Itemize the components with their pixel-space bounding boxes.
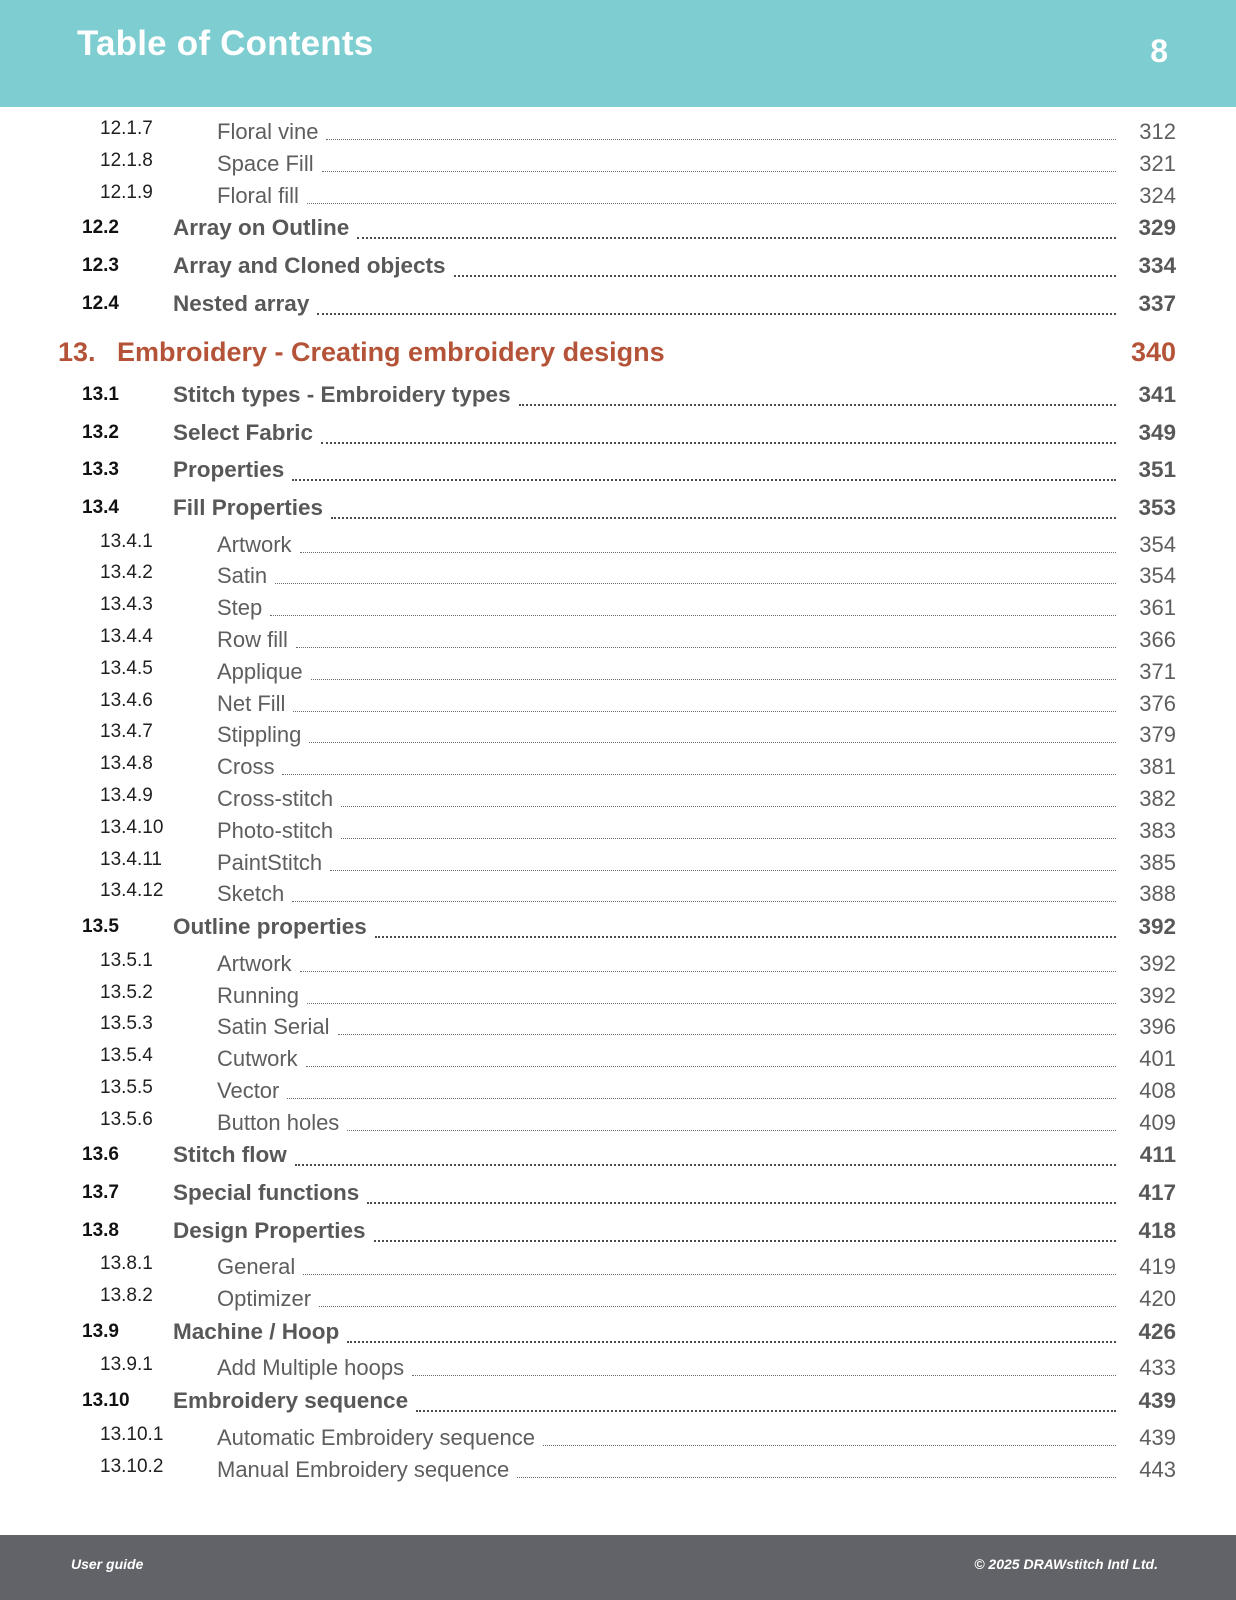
toc-entry[interactable] [0, 878, 1236, 910]
toc-entry-title: Array on Outline [173, 215, 350, 241]
toc-entry-number: 13.9 [82, 1320, 119, 1342]
toc-entry-page: 341 [1138, 382, 1176, 408]
toc-dot-leader [307, 203, 1116, 204]
toc-dot-leader [275, 583, 1116, 584]
toc-entry-page: 324 [1139, 182, 1176, 208]
toc-dot-leader [321, 442, 1116, 444]
toc-entry-number: 13.4.10 [100, 816, 164, 838]
toc-entry-number: 13.6 [82, 1144, 119, 1166]
toc-entry-page: 392 [1138, 914, 1176, 940]
toc-entry-number: 13.10.2 [100, 1455, 164, 1477]
toc-entry-number: 13.3 [82, 459, 119, 481]
toc-entry[interactable] [0, 1214, 1236, 1252]
toc-dot-leader [322, 171, 1116, 172]
toc-dot-leader [287, 1098, 1116, 1099]
toc-dot-leader [341, 838, 1116, 839]
toc-entry-title: Row fill [217, 626, 288, 652]
toc-entry-number: 12.3 [82, 254, 119, 276]
toc-dot-leader [543, 1445, 1116, 1446]
toc-entry-page: 340 [1130, 337, 1176, 368]
toc-entry[interactable] [0, 1454, 1236, 1486]
toc-entry-number: 13.10.1 [100, 1423, 164, 1445]
toc-entry[interactable] [0, 1283, 1236, 1315]
toc-entry[interactable] [0, 249, 1236, 287]
toc-entry-number: 12.4 [82, 292, 119, 314]
toc-entry[interactable] [0, 1075, 1236, 1107]
toc-entry-title: Array and Cloned objects [173, 252, 446, 278]
toc-entry-title: Machine / Hoop [173, 1318, 340, 1344]
toc-entry[interactable] [0, 1011, 1236, 1043]
toc-dot-leader [374, 1240, 1116, 1242]
toc-dot-leader [319, 1306, 1116, 1307]
toc-entry-page: 334 [1138, 252, 1176, 278]
toc-entry-number: 13. [58, 337, 96, 368]
toc-entry-number: 13.4.5 [100, 657, 153, 679]
toc-entry-page: 366 [1139, 626, 1176, 652]
toc-entry-title: Artwork [217, 950, 292, 976]
toc-entry-number: 13.4.7 [100, 721, 153, 743]
toc-entry-page: 385 [1139, 849, 1176, 875]
toc-entry-page: 361 [1139, 595, 1176, 621]
toc-dot-leader [303, 1274, 1116, 1275]
toc-entry-title: Stitch flow [173, 1142, 287, 1168]
toc-entry-title: Embroidery sequence [173, 1388, 409, 1414]
toc-entry[interactable] [0, 1251, 1236, 1283]
toc-entry-page: 409 [1139, 1109, 1176, 1135]
toc-dot-leader [309, 742, 1116, 743]
toc-dot-leader [311, 679, 1116, 680]
toc-entry-number: 13.8 [82, 1219, 119, 1241]
toc-entry-title: Space Fill [217, 150, 314, 176]
toc-dot-leader [295, 1164, 1116, 1166]
toc-entry[interactable] [0, 948, 1236, 980]
toc-dot-leader [300, 971, 1116, 972]
toc-entry-page: 329 [1138, 215, 1176, 241]
toc-entry-title: Embroidery - Creating embroidery designs [117, 337, 665, 368]
toc-entry-number: 13.4.6 [100, 689, 153, 711]
toc-entry[interactable] [0, 1422, 1236, 1454]
toc-entry-number: 13.4 [82, 496, 119, 518]
toc-entry-title: Fill Properties [173, 494, 324, 520]
toc-entry[interactable] [0, 491, 1236, 529]
toc-entry-number: 13.5.4 [100, 1045, 153, 1067]
toc-entry-number: 13.5.5 [100, 1076, 153, 1098]
toc-entry-page: 439 [1139, 1424, 1176, 1450]
toc-dot-leader [270, 615, 1116, 616]
toc-dot-leader [454, 275, 1116, 277]
toc-chapter-entry[interactable] [0, 330, 1236, 378]
toc-entry[interactable] [0, 116, 1236, 148]
toc-entry-page: 349 [1138, 419, 1176, 445]
toc-entry-number: 13.2 [82, 421, 119, 443]
toc-entry-page: 392 [1139, 950, 1176, 976]
toc-entry-title: Cross [217, 754, 275, 780]
toc-entry-title: Net Fill [217, 690, 286, 716]
toc-entry-page: 351 [1138, 457, 1176, 483]
toc-entry[interactable] [0, 688, 1236, 720]
toc-entry-number: 13.8.2 [100, 1285, 153, 1307]
toc-dot-leader [330, 870, 1116, 871]
toc-entry-title: Sketch [217, 881, 285, 907]
toc-entry-number: 13.4.9 [100, 784, 153, 806]
toc-dot-leader [292, 479, 1116, 481]
toc-entry[interactable] [0, 624, 1236, 656]
toc-entry-page: 321 [1139, 150, 1176, 176]
toc-dot-leader [367, 1202, 1116, 1204]
toc-entry-number: 13.1 [82, 384, 119, 406]
toc-entry[interactable] [0, 719, 1236, 751]
toc-dot-leader [317, 313, 1116, 315]
page-footer [0, 1535, 1236, 1600]
toc-entry-page: 379 [1139, 722, 1176, 748]
toc-entry-page: 433 [1139, 1355, 1176, 1381]
toc-entry-number: 13.10 [82, 1390, 130, 1412]
toc-entry[interactable] [0, 980, 1236, 1012]
toc-entry-title: Photo-stitch [217, 817, 334, 843]
toc-entry-title: Running [217, 982, 299, 1008]
toc-entry[interactable] [0, 416, 1236, 454]
toc-entry-page: 439 [1138, 1388, 1176, 1414]
toc-entry[interactable] [0, 1315, 1236, 1353]
toc-entry-number: 13.7 [82, 1182, 119, 1204]
toc-entry-page: 408 [1139, 1077, 1176, 1103]
toc-entry-title: Floral fill [217, 182, 299, 208]
toc-entry-title: Cross-stitch [217, 785, 334, 811]
toc-entry[interactable] [0, 910, 1236, 948]
toc-entry-page: 371 [1139, 658, 1176, 684]
toc-entry-number: 13.5 [82, 916, 119, 938]
toc-entry[interactable] [0, 815, 1236, 847]
toc-dot-leader [282, 774, 1116, 775]
toc-entry[interactable] [0, 148, 1236, 180]
toc-dot-leader [517, 1477, 1116, 1478]
toc-entry-title: Step [217, 595, 263, 621]
toc-entry[interactable] [0, 656, 1236, 688]
toc-entry[interactable] [0, 1176, 1236, 1214]
toc-entry-number: 12.1.9 [100, 181, 153, 203]
toc-entry[interactable] [0, 1107, 1236, 1139]
toc-entry-number: 13.4.4 [100, 625, 153, 647]
toc-entry-number: 13.9.1 [100, 1354, 153, 1376]
toc-entry[interactable] [0, 211, 1236, 249]
toc-dot-leader [292, 901, 1116, 902]
toc-dot-leader [331, 517, 1116, 519]
toc-entry-title: Satin [217, 563, 268, 589]
page-title: Table of Contents [77, 24, 374, 63]
toc-entry-title: Stippling [217, 722, 302, 748]
toc-entry-title: Properties [173, 457, 285, 483]
toc-dot-leader [357, 237, 1116, 239]
toc-entry-title: Outline properties [173, 914, 367, 940]
toc-entry-number: 13.5.1 [100, 949, 153, 971]
toc-entry-number: 12.2 [82, 217, 119, 239]
toc-dot-leader [375, 936, 1116, 938]
toc-dot-leader [307, 1003, 1116, 1004]
header-page-number: 8 [1150, 33, 1168, 69]
toc-entry-title: Satin Serial [217, 1014, 330, 1040]
toc-entry-page: 354 [1139, 563, 1176, 589]
toc-entry-number: 13.4.1 [100, 530, 153, 552]
toc-dot-leader [338, 1034, 1116, 1035]
footer-doc-name: User guide [71, 1556, 144, 1572]
toc-entry-number: 13.4.3 [100, 594, 153, 616]
toc-dot-leader [296, 647, 1116, 648]
toc-entry-page: 381 [1139, 754, 1176, 780]
toc-entry-page: 312 [1139, 119, 1176, 144]
toc-entry-page: 353 [1138, 494, 1176, 520]
toc-entry-title: Select Fabric [173, 419, 314, 445]
toc-entry-number: 13.4.12 [100, 880, 164, 902]
toc-dot-leader [416, 1410, 1116, 1412]
toc-entry-page: 392 [1139, 982, 1176, 1008]
toc-entry-page: 376 [1139, 690, 1176, 716]
toc-entry-number: 13.5.2 [100, 981, 153, 1003]
toc-entry[interactable] [0, 378, 1236, 416]
toc-entry-title: Automatic Embroidery sequence [217, 1424, 535, 1450]
toc-entry-page: 419 [1139, 1254, 1176, 1280]
toc-entry-title: Manual Embroidery sequence [217, 1456, 510, 1482]
toc-entry-title: General [217, 1254, 296, 1280]
toc-dot-leader [293, 711, 1116, 712]
toc-entry-page: 401 [1139, 1046, 1176, 1072]
toc-entry[interactable] [0, 560, 1236, 592]
toc-entry-page: 418 [1138, 1217, 1176, 1243]
toc-entry-title: Add Multiple hoops [217, 1355, 405, 1381]
toc-entry-page: 420 [1139, 1286, 1176, 1312]
toc-entry-number: 13.5.6 [100, 1108, 153, 1130]
toc-entry[interactable] [0, 1384, 1236, 1422]
toc-entry-title: Optimizer [217, 1286, 312, 1312]
toc-dot-leader [412, 1375, 1116, 1376]
toc-entry[interactable] [0, 287, 1236, 325]
toc-entry-title: Button holes [217, 1109, 340, 1135]
toc-entry-number: 12.1.8 [100, 149, 153, 171]
toc-entry-title: Cutwork [217, 1046, 298, 1072]
toc-dot-leader [347, 1130, 1116, 1131]
toc-entry-page: 411 [1139, 1142, 1176, 1168]
toc-entry-title: Vector [217, 1077, 280, 1103]
toc-entry-title: Special functions [173, 1180, 360, 1206]
toc-entry-page: 388 [1139, 881, 1176, 907]
toc-entry[interactable] [0, 847, 1236, 879]
toc-dot-leader [300, 552, 1116, 553]
toc-entry[interactable] [0, 592, 1236, 624]
toc-entry-title: Artwork [217, 531, 292, 557]
toc-entry-page: 382 [1139, 785, 1176, 811]
toc-entry[interactable] [0, 751, 1236, 783]
toc-entry-page: 354 [1139, 531, 1176, 557]
toc-entry-title: Floral vine [217, 119, 319, 144]
toc-entry-number: 13.4.11 [100, 848, 162, 870]
toc-entry-page: 383 [1139, 817, 1176, 843]
toc-entry-title: Applique [217, 658, 303, 684]
page-header [0, 0, 1236, 107]
toc-dot-leader [519, 404, 1116, 406]
toc-entry[interactable] [0, 1352, 1236, 1384]
toc-entry[interactable] [0, 1138, 1236, 1176]
toc-entry-page: 396 [1139, 1014, 1176, 1040]
toc-dot-leader [347, 1341, 1116, 1343]
toc-entry[interactable] [0, 453, 1236, 491]
toc-entry-number: 13.4.2 [100, 562, 153, 584]
toc-entry-title: Stitch types - Embroidery types [173, 382, 511, 408]
toc-entry-page: 417 [1138, 1180, 1176, 1206]
toc-entry-page: 426 [1138, 1318, 1176, 1344]
toc-entry-title: Design Properties [173, 1217, 366, 1243]
footer-copyright: © 2025 DRAWstitch Intl Ltd. [974, 1556, 1158, 1572]
toc-entry[interactable] [0, 180, 1236, 212]
toc-entry-number: 12.1.7 [100, 118, 153, 139]
toc-list [0, 116, 1236, 1485]
toc-entry-number: 13.4.8 [100, 753, 153, 775]
toc-dot-leader [326, 139, 1116, 140]
toc-entry-page: 443 [1139, 1456, 1176, 1482]
toc-entry[interactable] [0, 529, 1236, 561]
toc-entry[interactable] [0, 783, 1236, 815]
toc-dot-leader [341, 806, 1116, 807]
toc-entry-number: 13.8.1 [100, 1253, 153, 1275]
toc-entry-title: PaintStitch [217, 849, 323, 875]
toc-dot-leader [306, 1066, 1116, 1067]
toc-entry-number: 13.5.3 [100, 1013, 153, 1035]
toc-entry-page: 337 [1138, 290, 1176, 316]
toc-entry[interactable] [0, 1043, 1236, 1075]
toc-entry-title: Nested array [173, 290, 310, 316]
